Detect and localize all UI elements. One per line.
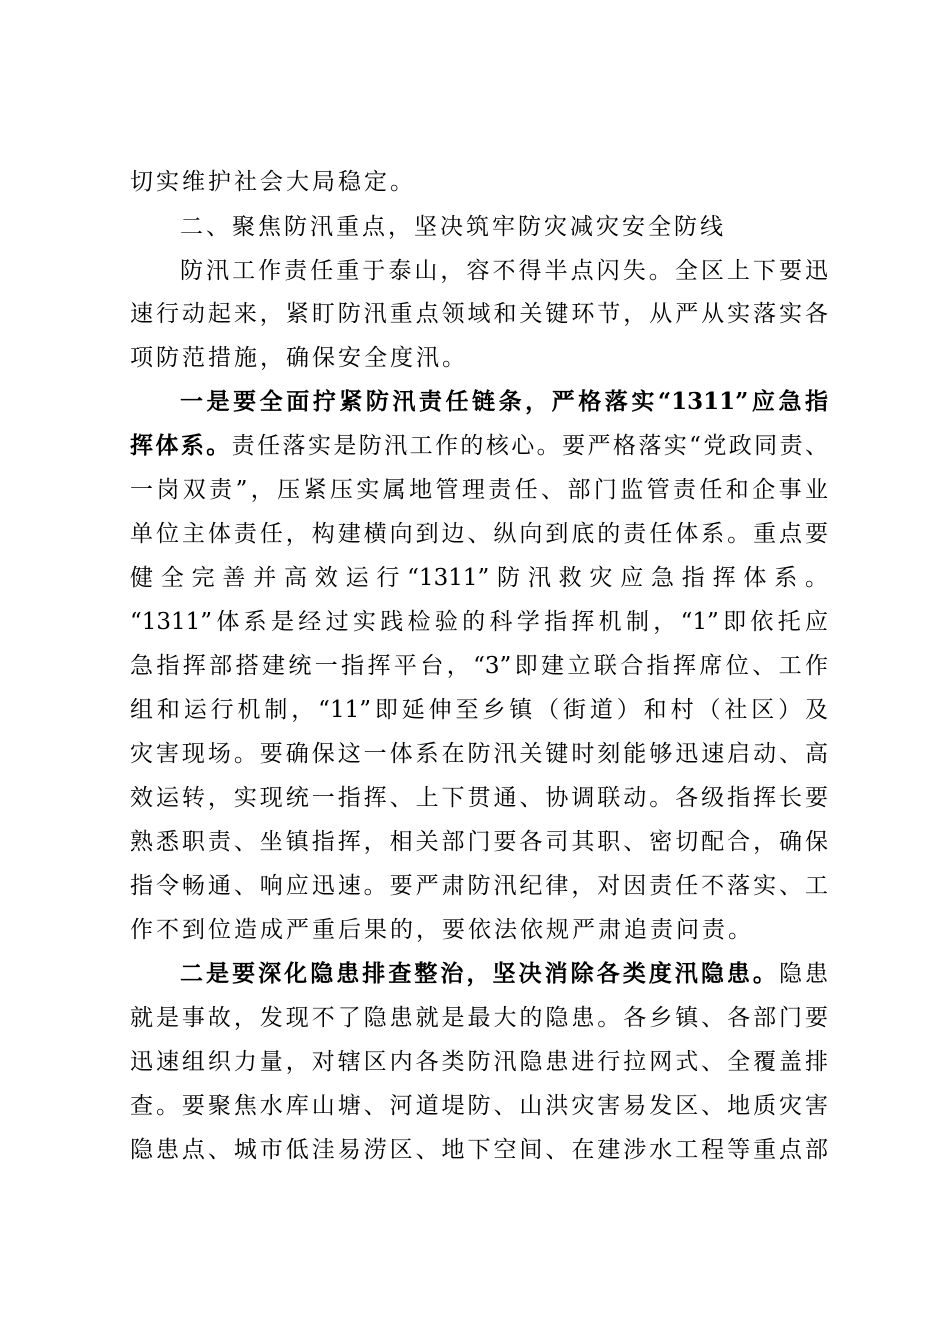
text-segment-bold: 二是要深化隐患排查整治，坚决消除各类度汛隐患。 xyxy=(180,960,779,987)
text-segment-bold: 一是要全面拧紧防汛责任链条，严格落实“1311”应急指 xyxy=(180,388,828,415)
text-line xyxy=(130,1084,828,1128)
text-segment: 就是事故，发现不了隐患就是最大的隐患。各乡镇、各部门要 xyxy=(130,1005,828,1031)
text-segment: 作不到位造成严重后果的，要依法依规严肃追责问责。 xyxy=(130,917,754,943)
text-line xyxy=(130,424,828,468)
text-line xyxy=(130,556,828,600)
text-segment: 项防范措施，确保安全度汛。 xyxy=(130,345,468,371)
text-segment: 组和运行机制，“11”即延伸至乡镇（街道）和村（社区）及 xyxy=(130,697,828,723)
text-line xyxy=(130,468,828,512)
text-segment: 责任落实是防汛工作的核心。要严格落实“党政同责、 xyxy=(231,433,829,459)
text-line xyxy=(130,160,416,204)
text-line xyxy=(130,820,828,864)
text-segment: “1311”体系是经过实践检验的科学指挥机制，“1”即依托应 xyxy=(130,609,828,635)
text-segment: 速行动起来，紧盯防汛重点领域和关键环节，从严从实落实各 xyxy=(130,301,828,327)
text-line xyxy=(130,1128,828,1172)
text-line xyxy=(130,644,828,688)
text-segment: 熟悉职责、坐镇指挥，相关部门要各司其职、密切配合，确保 xyxy=(130,829,828,855)
text-segment: 查。要聚焦水库山塘、河道堤防、山洪灾害易发区、地质灾害 xyxy=(130,1093,828,1119)
text-segment: 一岗双责”，压紧压实属地管理责任、部门监管责任和企事业 xyxy=(130,477,828,503)
text-segment-bold: 挥体系。 xyxy=(130,432,232,459)
section-heading xyxy=(180,205,726,249)
text-line xyxy=(130,732,828,776)
text-line xyxy=(130,600,828,644)
text-segment: 二、聚焦防汛重点，坚决筑牢防灾减灾安全防线 xyxy=(180,214,726,240)
text-line xyxy=(130,688,828,732)
text-segment: 效运转，实现统一指挥、上下贯通、协调联动。各级指挥长要 xyxy=(130,785,828,811)
text-segment: 隐患点、城市低洼易涝区、地下空间、在建涉水工程等重点部 xyxy=(130,1137,828,1163)
text-line xyxy=(130,908,754,952)
text-line xyxy=(180,249,828,293)
text-line xyxy=(130,292,828,336)
text-line xyxy=(180,380,828,424)
text-line xyxy=(130,512,828,556)
text-line xyxy=(130,864,828,908)
text-segment: 健全完善并高效运行“1311”防汛救灾应急指挥体系。 xyxy=(130,565,828,591)
text-segment: 单位主体责任，构建横向到边、纵向到底的责任体系。重点要 xyxy=(130,521,828,547)
text-segment: 指令畅通、响应迅速。要严肃防汛纪律，对因责任不落实、工 xyxy=(130,873,828,899)
text-segment: 隐患 xyxy=(778,961,829,987)
text-line xyxy=(180,952,828,996)
text-line xyxy=(130,996,828,1040)
text-segment: 防汛工作责任重于泰山，容不得半点闪失。全区上下要迅 xyxy=(180,258,828,284)
text-segment: 灾害现场。要确保这一体系在防汛关键时刻能够迅速启动、高 xyxy=(130,741,828,767)
text-line xyxy=(130,776,828,820)
text-line xyxy=(130,1040,828,1084)
text-line xyxy=(130,336,468,380)
text-segment: 迅速组织力量，对辖区内各类防汛隐患进行拉网式、全覆盖排 xyxy=(130,1049,828,1075)
text-segment: 急指挥部搭建统一指挥平台，“3”即建立联合指挥席位、工作 xyxy=(130,653,828,679)
text-segment: 切实维护社会大局稳定。 xyxy=(130,169,416,195)
